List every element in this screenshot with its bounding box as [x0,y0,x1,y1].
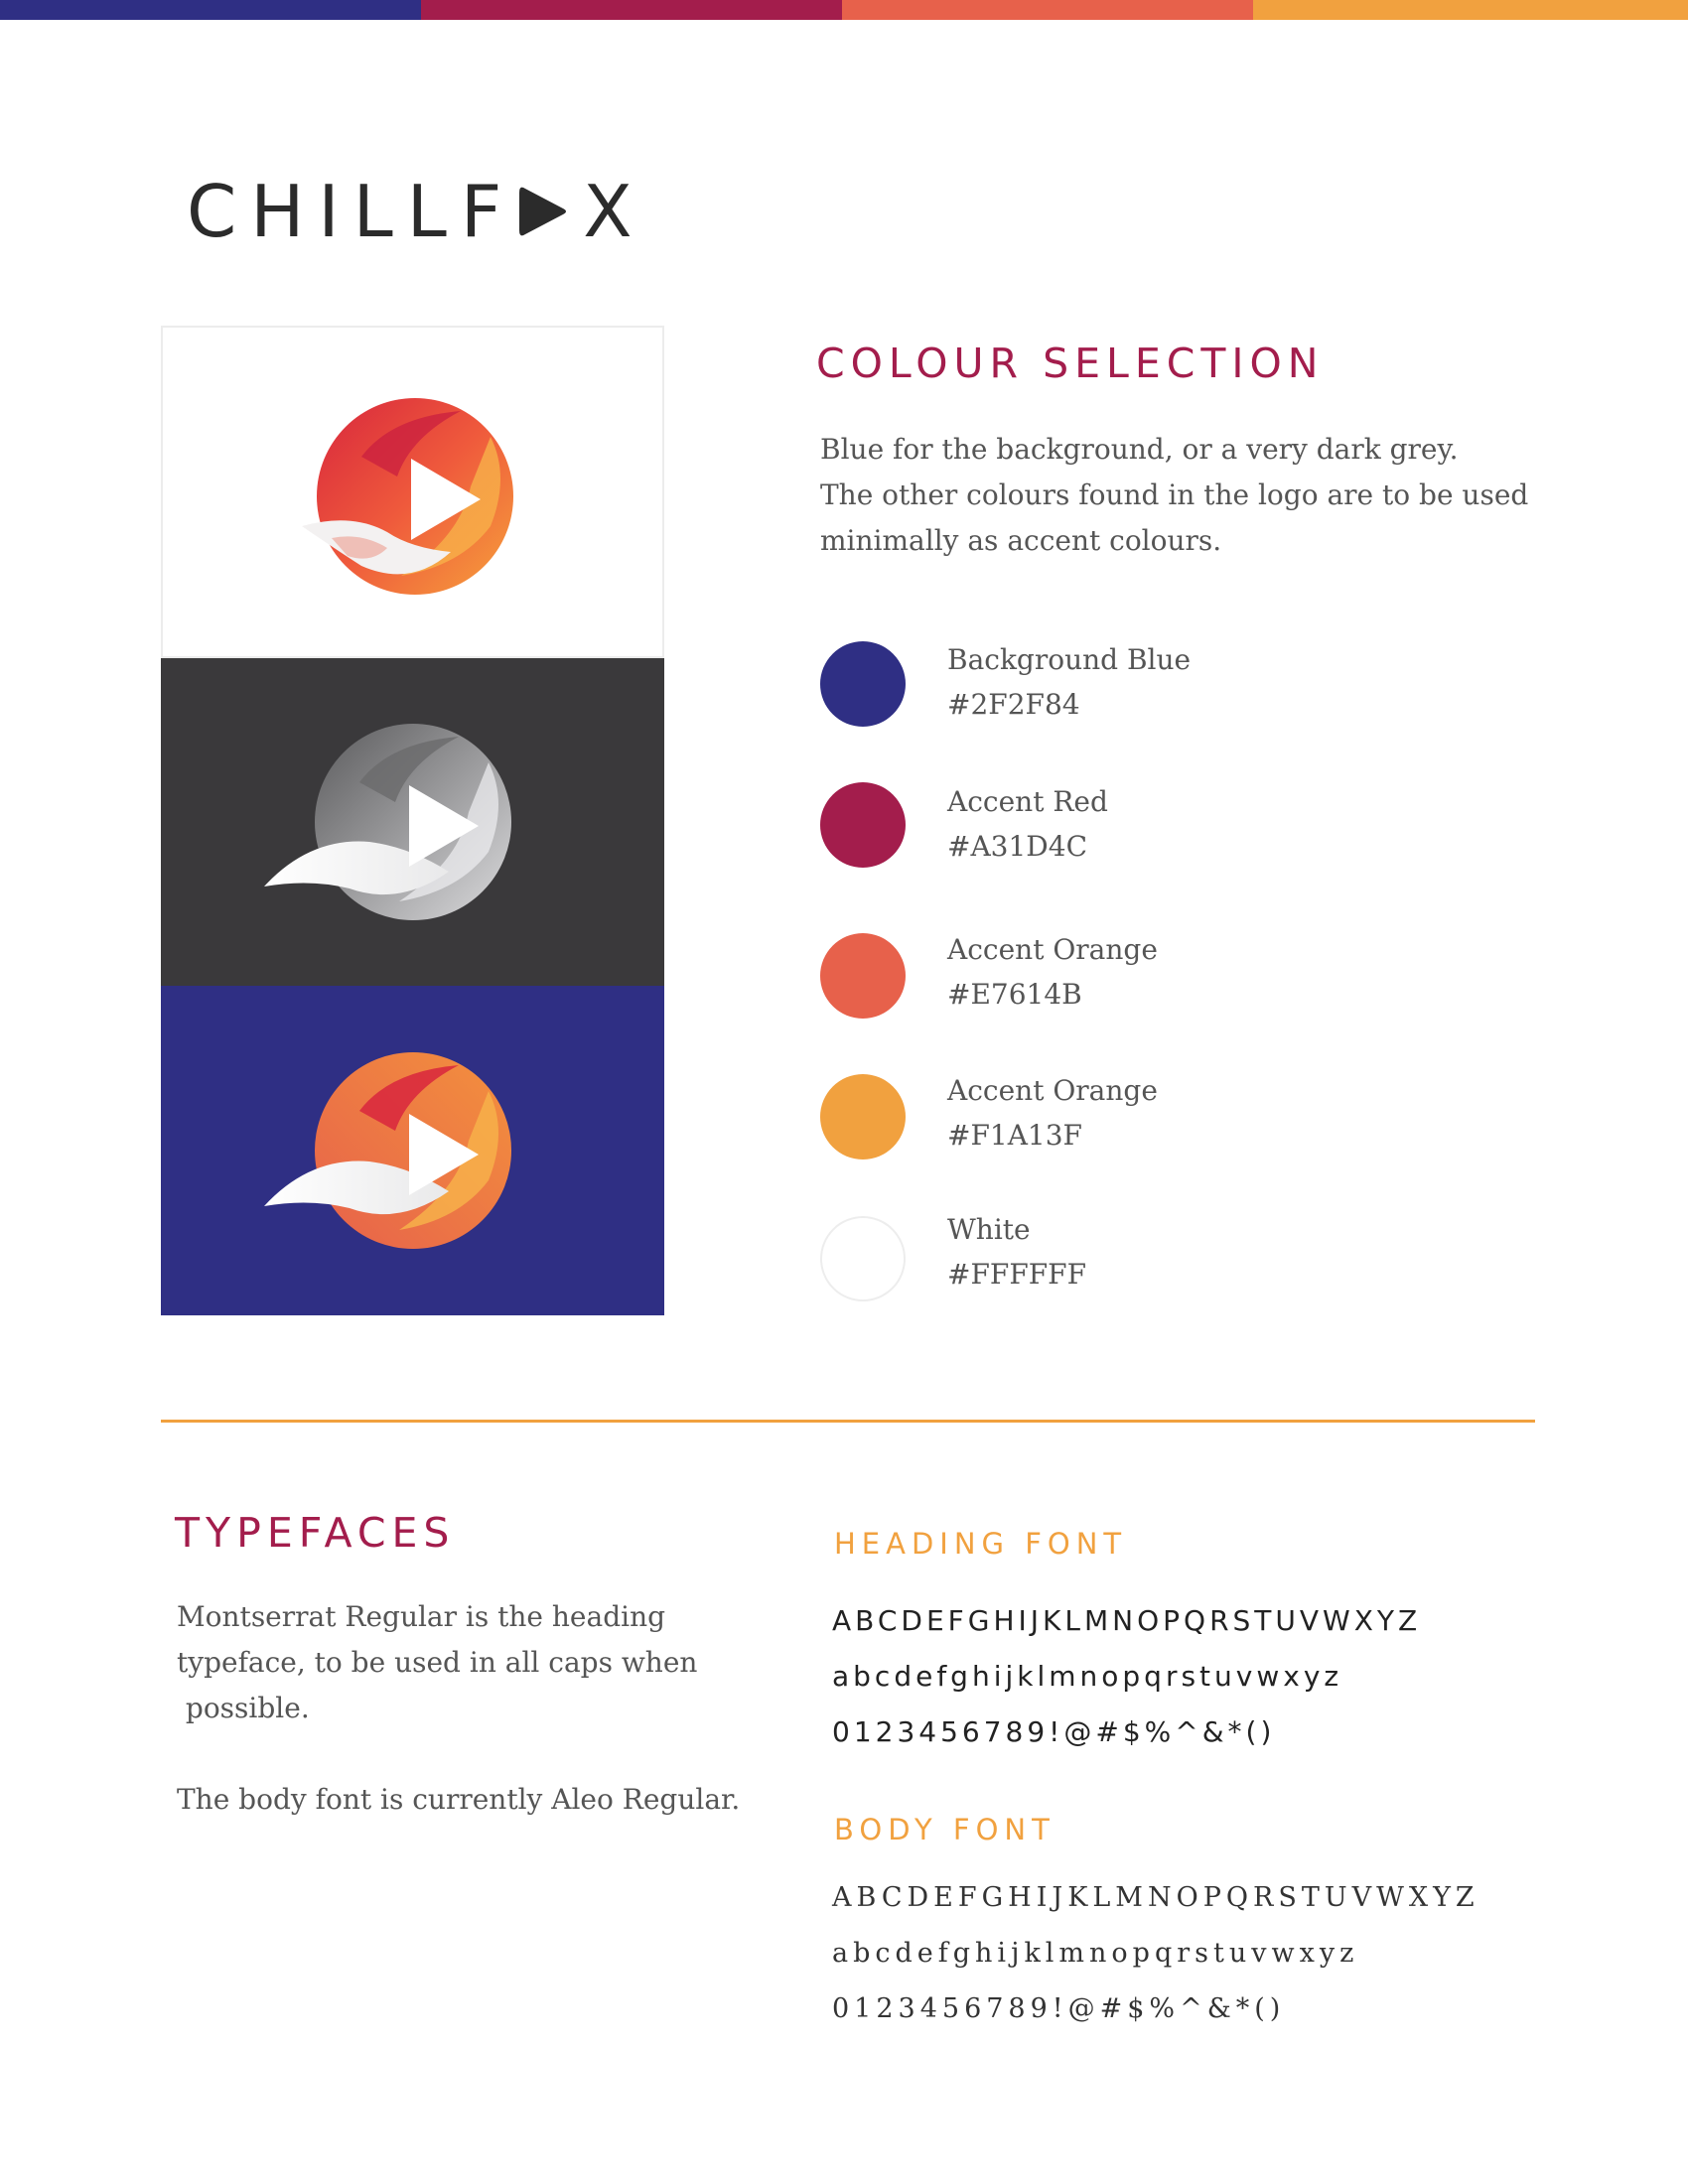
colour-desc-line: The other colours found in the logo are to be used [820,478,1529,511]
swatch-name: White [947,1213,1031,1246]
heading-font-uppercase: ABCDEFGHIJKLMNOPQRSTUVWXYZ [832,1604,1422,1637]
type-desc-line: typeface, to be used in all caps when [177,1646,698,1679]
heading-font-lowercase: abcdefghijklmnopqrstuvwxyz [832,1660,1343,1693]
swatch-name: Accent Orange [947,933,1158,966]
colour-selection-description [820,427,1555,564]
swatch-background-blue [820,641,906,727]
body-font-lowercase: abcdefghijklmnopqrstuvwxyz [832,1938,1359,1969]
swatch-accent-light-orange [820,1074,906,1160]
swatch-hex: #F1A13F [947,1119,1082,1152]
play-o-icon [519,185,567,238]
typefaces-heading: TYPEFACES [175,1509,456,1557]
body-font-uppercase: ABCDEFGHIJKLMNOPQRSTUVWXYZ [832,1882,1479,1913]
heading-font-symbols: 0123456789!@#$%^&*() [832,1715,1276,1748]
colour-selection-heading: COLOUR SELECTION [816,340,1325,387]
top-bar-segment-orange [842,0,1253,20]
type-desc-line: The body font is currently Aleo Regular. [177,1783,741,1816]
swatch-hex: #2F2F84 [947,688,1080,721]
typefaces-description [177,1594,792,1823]
colour-desc-line: Blue for the background, or a very dark grey. [820,433,1459,466]
swatch-name: Accent Orange [947,1074,1158,1107]
type-desc-line: possible. [177,1692,310,1724]
top-bar-segment-red [421,0,842,20]
chillfox-logo-color-icon [161,986,664,1315]
chillfox-wordmark [187,167,646,256]
body-font-symbols: 0123456789!@#$%^&*() [832,1993,1286,2024]
colour-desc-line: minimally as accent colours. [820,524,1222,557]
logo-panel-blue [161,986,664,1315]
swatch-name: Accent Red [947,785,1108,818]
chillfox-logo-color-icon [163,328,666,660]
top-bar-segment-blue [0,0,421,20]
swatch-hex: #E7614B [947,978,1082,1011]
logo-panel-dark-grey [161,658,664,986]
swatch-white [820,1216,906,1301]
section-divider [161,1420,1535,1423]
swatch-name: Background Blue [947,643,1192,676]
swatch-accent-red [820,782,906,868]
swatch-hex: #FFFFFF [947,1258,1087,1291]
heading-font-label: HEADING FONT [834,1527,1128,1561]
top-bar-segment-light-orange [1253,0,1688,20]
swatch-hex: #A31D4C [947,830,1087,863]
chillfox-logo-grey-icon [161,658,664,986]
top-color-bar [0,0,1688,20]
wordmark-text-left: CHILLF [187,170,516,253]
body-font-label: BODY FONT [834,1813,1055,1846]
type-desc-line: Montserrat Regular is the heading [177,1600,666,1633]
wordmark-text-right: X [583,170,646,253]
logo-panel-white [161,326,664,658]
swatch-accent-orange [820,933,906,1019]
